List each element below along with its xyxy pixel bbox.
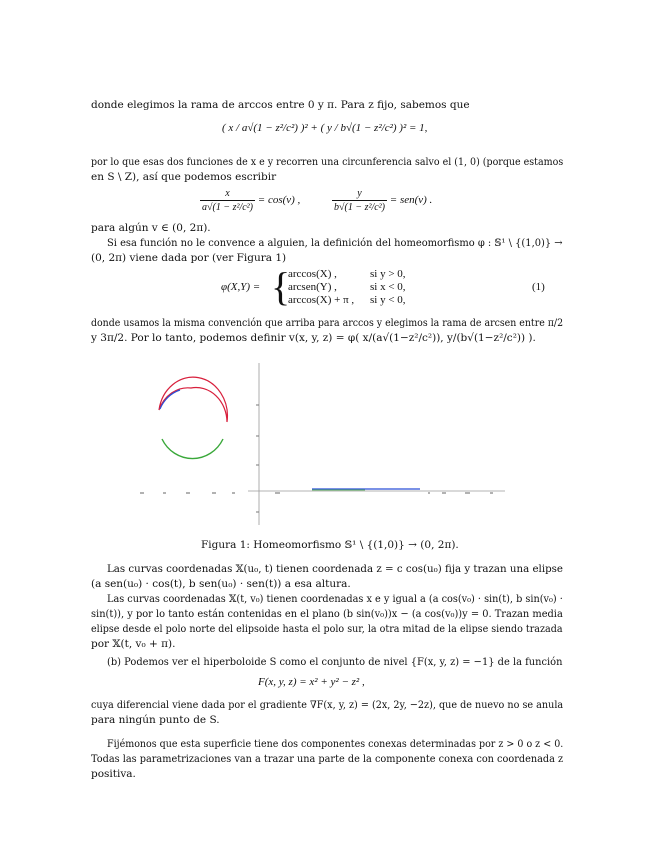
paragraph-7-line-1: Las curvas coordenadas 𝕏(t, v₀) tienen coordenadas x e y igual a (a cos(v₀) · sin(t), b sin(v₀) · xyxy=(107,593,563,605)
eq-cos-numerator: x xyxy=(200,188,255,201)
y-axis-ticks xyxy=(256,405,259,512)
equation-number: (1) xyxy=(532,281,545,293)
left-brace: { xyxy=(271,264,291,309)
paragraph-7-line-3: elipse desde el polo norte del elipsoide hasta el polo sur, la otra mitad de la elipse siendo trazada xyxy=(91,623,563,635)
case-1-expr: arccos(X) , xyxy=(288,268,337,280)
paragraph-9-line-1: cuya diferencial viene dada por el gradiente ∇F(x, y, z) = (2x, 2y, −2z), que de nuevo no se anula xyxy=(91,699,564,711)
equation-cos xyxy=(200,188,300,213)
paragraph-6-line-2: (a sen(u₀) · cos(t), b sen(u₀) · sen(t)) a esa altura. xyxy=(91,578,351,590)
paragraph-5-line-1: donde usamos la misma convención que arriba para arccos y elegimos la rama de arcsen entre π/2 xyxy=(91,317,564,329)
case-1-cond: si y > 0, xyxy=(370,268,406,280)
paragraph-4-line-1: Si esa función no le convence a alguien, la definición del homeomorfismo φ : 𝕊¹ \ {(1,0)} → xyxy=(107,237,563,249)
case-3-expr: arccos(X) + π , xyxy=(288,294,355,306)
paragraph-10-line-1: Fijémonos que esta superficie tiene dos componentes conexas determinadas por z > 0 o z < 0. xyxy=(107,738,564,750)
case-2-cond: si x < 0, xyxy=(370,281,406,293)
paragraph-6-line-1: Las curvas coordenadas 𝕏(u₀, t) tienen coordenada z = c cos(u₀) fija y trazan una elipse xyxy=(107,563,563,575)
equation-F: F(x, y, z) = x² + y² − z² , xyxy=(258,676,365,688)
paragraph-2-line-2: en S \ Z), así que podemos escribir xyxy=(91,171,277,183)
eq-sen-rhs: = sen(v) . xyxy=(389,194,433,207)
paragraph-8: (b) Podemos ver el hiperboloide S como el conjunto de nivel {F(x, y, z) = −1} de la función xyxy=(107,656,563,668)
eq-cos-rhs: = cos(v) , xyxy=(257,194,301,207)
paragraph-2-line-1: por lo que esas dos funciones de x e y recorren una circunferencia salvo el (1, 0) (porque estamos xyxy=(91,156,564,168)
eq-sen-denominator: b√(1 − z²/c²) xyxy=(334,202,386,213)
eq-sen-numerator: y xyxy=(332,188,387,201)
figure-caption: Figura 1: Homeomorfismo 𝕊¹ \ {(1,0)} → (0, 2π). xyxy=(201,539,459,551)
case-3-cond: si y < 0, xyxy=(370,294,406,306)
case-2-expr: arcsen(Y) , xyxy=(288,281,337,293)
paragraph-7-line-2: sin(t)), y por lo tanto están contenidas en el plano (b sin(v₀))x − (a cos(v₀))y = 0. Trazan media xyxy=(91,608,563,620)
paragraph-9-line-2: para ningún punto de S. xyxy=(91,714,220,726)
equation-circle: ( x / a√(1 − z²/c²) )² + ( y / b√(1 − z²/c²) )² = 1, xyxy=(222,122,428,134)
circle-arc-green xyxy=(162,439,223,459)
figure-homeomorphism xyxy=(130,355,510,530)
paragraph-3: para algún v ∈ (0, 2π). xyxy=(91,222,211,234)
circle-arc-blue xyxy=(160,390,180,409)
paragraph-1: donde elegimos la rama de arccos entre 0 y π. Para z fijo, sabemos que xyxy=(91,99,470,111)
equation-sen xyxy=(332,188,432,213)
paragraph-5-line-2: y 3π/2. Por lo tanto, podemos definir v(x, y, z) = φ( x/(a√(1−z²/c²)), y/(b√(1−z²/c²)) ). xyxy=(91,332,536,344)
circle-arc-red xyxy=(159,377,227,422)
paragraph-4-line-2: (0, 2π) viene dada por (ver Figura 1) xyxy=(91,252,287,264)
paragraph-10-line-2: Todas las parametrizaciones van a trazar una parte de la componente conexa con coordenada z xyxy=(91,753,564,765)
eq-cos-denominator: a√(1 − z²/c²) xyxy=(202,202,254,213)
paragraph-7-line-4: por 𝕏(t, v₀ + π). xyxy=(91,638,176,650)
paragraph-10-line-3: positiva. xyxy=(91,768,136,780)
equation-phi-lhs: φ(X,Y) = xyxy=(221,281,261,293)
